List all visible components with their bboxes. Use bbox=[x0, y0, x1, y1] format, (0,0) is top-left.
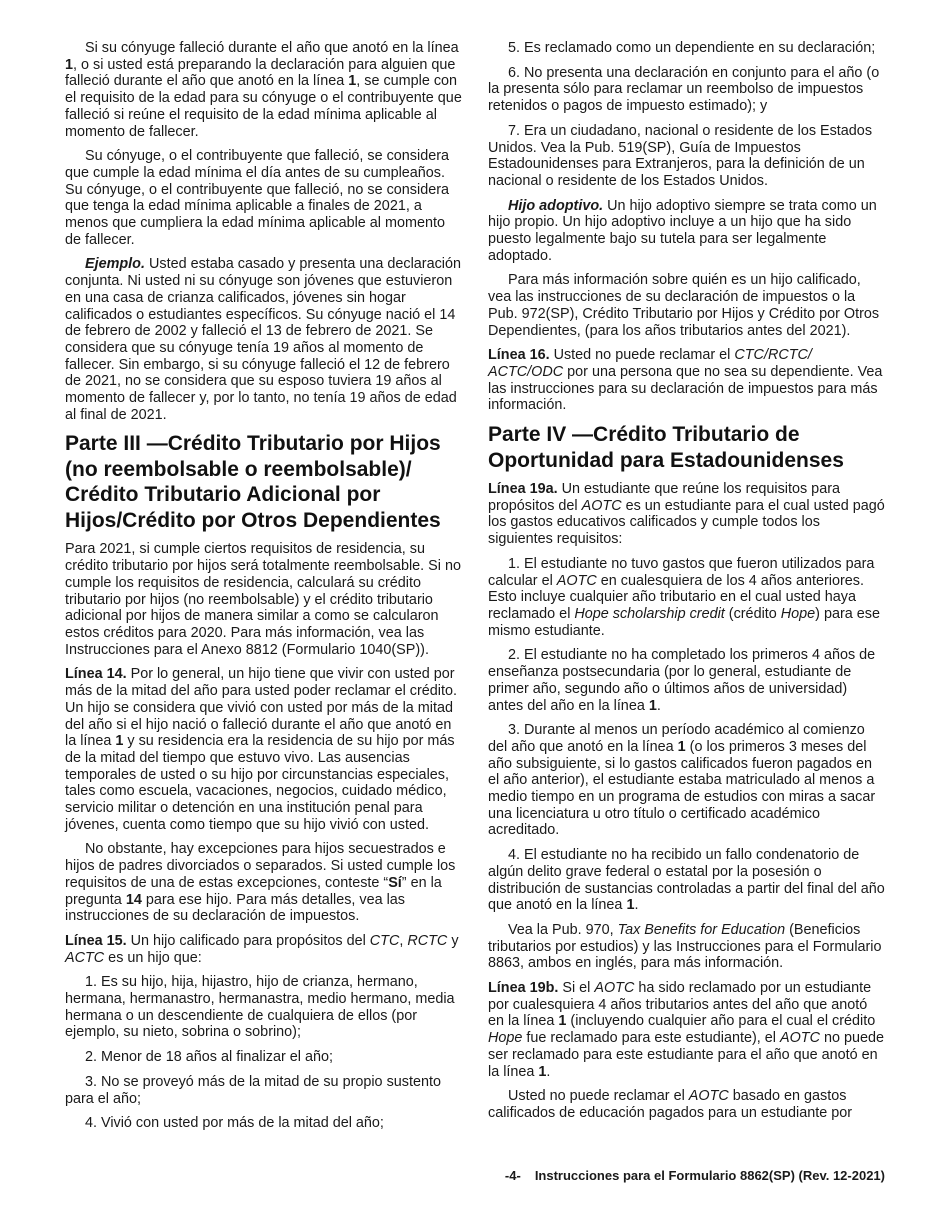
list-item: 4. Vivió con usted por más de la mitad del año; bbox=[85, 1115, 384, 1132]
adopted-child-paragraph: Hijo adoptivo. Un hijo adoptivo siempre se trata como un hijo propio. Un hijo adoptivo incluye a un hijo que ha sido puesto legalmente bajo su tutela para ser legalmente adoptado. bbox=[488, 197, 877, 264]
requirement-2: 2. El estudiante no ha completado los primeros 4 años de enseñanza postsecundaria (por lo general, estudiante de primer año, segundo año o últimos años de universidad) antes del año en la línea 1. bbox=[488, 647, 876, 714]
page-footer bbox=[505, 1168, 885, 1183]
qualifying-child-info-paragraph: Para más información sobre quién es un hijo calificado, vea las instrucciones de su declaración de impuestos o la Pub. 972(SP), Crédito Tributario por Hijos y Crédito por Otros Dependientes, (para los años tributarios antes del 2021). bbox=[488, 272, 880, 339]
list-item: 6. No presenta una declaración en conjunto para el año (o la presenta sólo para reclamar un reembolso de impuestos retenidos o pagos de impuesto estimado); y bbox=[488, 64, 880, 115]
minimum-age-paragraph: Su cónyuge, o el contribuyente que falleció, se considera que cumple la edad mínima el día antes de su cumpleaños. Su cónyuge, o el contribuyente que falleció, no se considera que tenga la edad mínima aplicable a finales de 2021, a menos que cumpliera la edad mínima aplicable al momento de fallecer. bbox=[65, 148, 450, 248]
list-item: 5. Es reclamado como un dependiente en su declaración; bbox=[508, 40, 876, 56]
footer-title: Instrucciones para el Formulario 8862(SP) (Rev. 12-2021) bbox=[534, 1168, 885, 1183]
exceptions-paragraph: No obstante, hay excepciones para hijos secuestrados e hijos de padres divorciados o separados. Si usted cumple los requisitos de una de estas excepciones, conteste “Sí” en la pregunta 14 para ese hijo. Para más detalles, vea las instrucciones de su declaración de impuestos. bbox=[65, 841, 456, 925]
right-column bbox=[488, 40, 885, 1130]
part-iii-intro: Para 2021, si cumple ciertos requisitos de residencia, su crédito tributario por hijos será totalmente reembolsable. Si no cumple los requisitos de residencia, calculará su crédito tributario por hijos (no reembolsable) y el crédito tributario adicional por hijos de manera similar a como se calcularon estos créditos para 2020. Para más información, vea las Instrucciones para el Anexo 8812 (Formulario 1040(SP)). bbox=[65, 541, 461, 658]
part-iv-heading: Parte IV —Crédito Tributario de Oportunidad para Estadounidenses bbox=[488, 423, 844, 472]
requirement-4: 4. El estudiante no ha recibido un fallo condenatorio de algún delito grave federal o estatal por la posesión o distribución de sustancias controladas a partir del final del año que anotó en la línea 1. bbox=[488, 847, 885, 914]
line-14-paragraph: Línea 14. Por lo general, un hijo tiene que vivir con usted por más de la mitad del año para usted poder reclamar el crédito. Un hijo se considera que vivió con usted por más de la mitad del año si el hijo nació o falleció durante el año que anotó en la línea 1 y su residencia era la residencia de su hijo por más de la mitad del tiempo que estuvo vivo. Las ausencias temporales de usted o su hijo por circunstancias especiales, tales como escuela, vacaciones, negocios, cuidado médico, servicio militar o detención en una institución penal para jóvenes, cuenta como tiempo que su hijo vivió con usted. bbox=[65, 666, 457, 833]
list-item: 7. Era un ciudadano, nacional o residente de los Estados Unidos. Vea la Pub. 519(SP), Guía de Impuestos Estadounidenses para Extranjeros, para la definición de un nacional o residente de los Estados Unidos. bbox=[488, 122, 873, 189]
left-column bbox=[65, 40, 462, 1140]
line-19a-paragraph: Línea 19a. Un estudiante que reúne los requisitos para propósitos del AOTC es un estudiante para el cual usted pagó los gastos educativos calificados y cumple todos los siguientes requisitos: bbox=[488, 481, 885, 548]
line-16-paragraph: Línea 16. Usted no puede reclamar el CTC/RCTC/ ACTC/ODC por una persona que no sea su dependiente. Vea las instrucciones para su declaración de impuestos para más información. bbox=[488, 347, 883, 414]
part-iii-heading: Parte III —Crédito Tributario por Hijos (no reembolsable o reembolsable)/ Crédito Tributario Adicional por Hijos/Crédito por Otros Dependientes bbox=[65, 432, 441, 532]
list-item: 1. Es su hijo, hija, hijastro, hijo de crianza, hermano, hermana, hermanastro, hermanastra, medio hermano, media hermana o un descendiente de cualquiera de ellos (por ejemplo, su nieto, sobrina o sobrino); bbox=[65, 974, 455, 1041]
page-number: -4- bbox=[504, 1168, 521, 1183]
example-paragraph: Ejemplo. Usted estaba casado y presenta una declaración conjunta. Ni usted ni su cónyuge son jóvenes que estuvieron en una casa de crianza calificados, jóvenes sin hogar calificados o estudiantes específicos. Su cónyuge nació el 14 de febrero de 2002 y falleció el 13 de febrero de 2021. Se considera que su cónyuge tenía 19 años al momento de fallecer. Sin embargo, si su cónyuge falleció el 12 de febrero de 2021, no se considera que su esposo tuviera 19 años al momento de fallecer y, por lo tanto, no tenía 19 años de edad al final de 2021. bbox=[65, 256, 461, 423]
list-item: 3. No se proveyó más de la mitad de su propio sustento para el año; bbox=[65, 1073, 441, 1107]
pub-970-paragraph: Vea la Pub. 970, Tax Benefits for Education (Beneficios tributarios por estudios) y las Instrucciones para el Formulario 8863, ambos en inglés, para más información. bbox=[488, 921, 882, 972]
aotc-expenses-paragraph: Usted no puede reclamar el AOTC basado en gastos calificados de educación pagados para un estudiante por bbox=[488, 1088, 853, 1121]
list-item: 2. Menor de 18 años al finalizar el año; bbox=[85, 1049, 333, 1066]
requirement-1: 1. El estudiante no tuvo gastos que fueron utilizados para calcular el AOTC en cualesquiera de los 4 años anteriores. Esto incluye cualquier año tributario en el cual usted haya reclamado el Hope scholarship credit (crédito Hope) para ese mismo estudiante. bbox=[488, 555, 880, 639]
line-19b-paragraph: Línea 19b. Si el AOTC ha sido reclamado por un estudiante por cualesquiera 4 años tributarios antes del año que anotó en la línea 1 (incluyendo cualquier año para el cual el crédito Hope fue reclamado para este estudiante), el AOTC no puede ser reclamado para este estudiante para el año que anotó en la línea 1. bbox=[488, 980, 885, 1080]
deceased-spouse-paragraph: Si su cónyuge falleció durante el año que anotó en la línea 1, o si usted está preparando la declaración para alguien que falleció durante el año que anotó en la línea 1, se cumple con el requisito de la edad para su cónyuge o el contribuyente que falleció si reúne el requisito de la edad mínima aplicable al momento de fallecer. bbox=[65, 40, 462, 140]
line-15-paragraph: Línea 15. Un hijo calificado para propósitos del CTC, RCTC y ACTC es un hijo que: bbox=[65, 932, 459, 966]
requirement-3: 3. Durante al menos un período académico al comienzo del año que anotó en la línea 1 (o los primeros 3 meses del año subsiguiente, si lo gastos calificados fueron pagados en el año anterior), el estudiante estaba matriculado al menos a medio tiempo en un programa de estudios con miras a sacar una licenciatura u otro título o certificado académico acreditado. bbox=[488, 722, 876, 839]
